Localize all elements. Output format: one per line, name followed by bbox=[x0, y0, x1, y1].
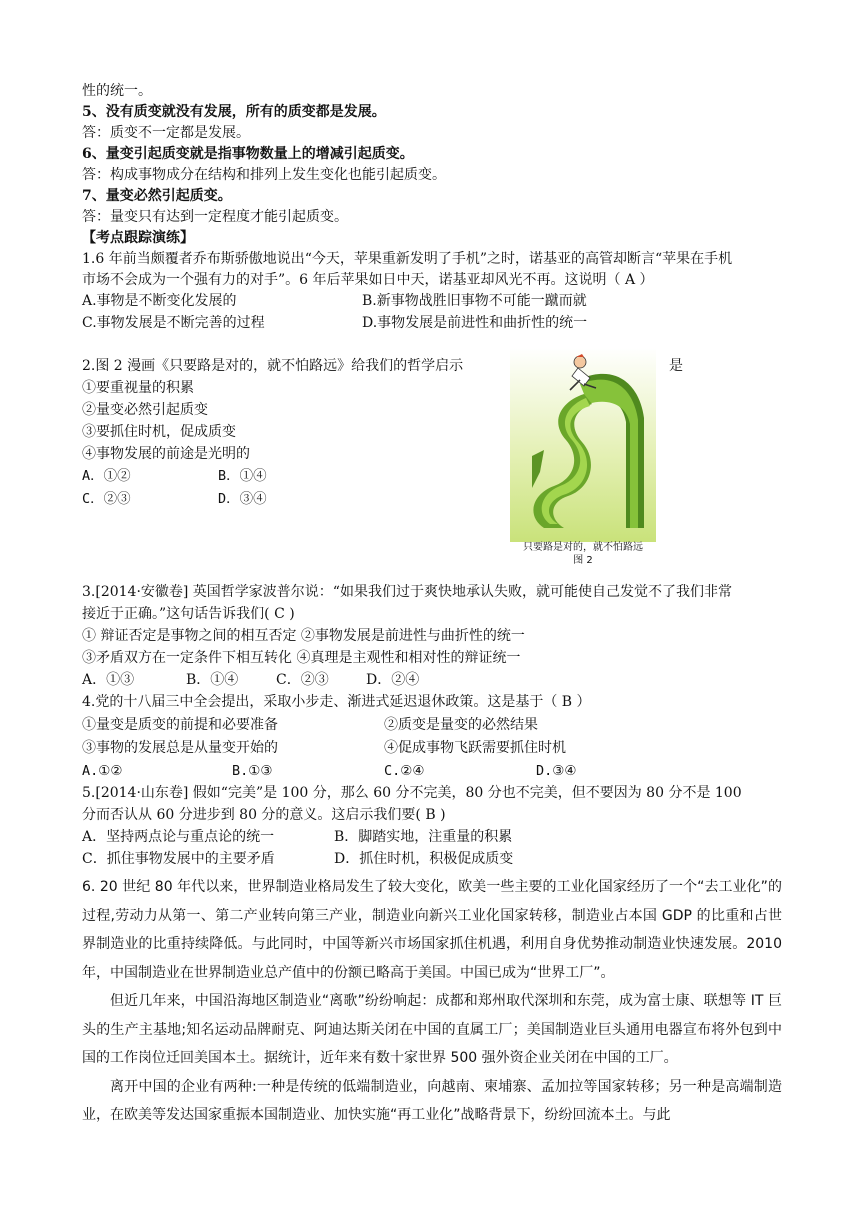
answer-6: 答：构成事物成分在结构和排列上发生变化也能引起质变。 bbox=[82, 167, 446, 183]
figure-label: 图 2 bbox=[573, 555, 593, 566]
q4-item-2: ②质变是量变的必然结果 bbox=[384, 717, 538, 733]
answer-5: 答：质变不一定都是发展。 bbox=[82, 125, 250, 141]
q3-items-2: ③矛盾双方在一定条件下相互转化 ④真理是主观性和相对性的辩证统一 bbox=[82, 650, 521, 666]
q1-stem-line1: 1.6 年前当颇覆者乔布斯骄傲地说出“今天，苹果重新发明了手机”之时，诺基亚的高管却断言“苹果在手机 bbox=[82, 251, 733, 267]
statement-6: 6、量变引起质变就是指事物数量上的增减引起质变。 bbox=[82, 146, 414, 162]
q5-option-b: B．脚踏实地，注重量的积累 bbox=[334, 829, 513, 845]
statement-7: 7、量变必然引起质变。 bbox=[82, 188, 232, 204]
q3-option-b: B．①④ bbox=[186, 672, 239, 688]
q3-stem-line2: 接近于正确。”这句话告诉我们( C ) bbox=[82, 606, 295, 622]
q3-option-d: D．②④ bbox=[366, 672, 420, 688]
q1-stem-line2: 市场不会成为一个强有力的对手”。6 年后苹果如日中天，诺基亚却风光不再。这说明（ A ） bbox=[82, 272, 654, 288]
q4-item-3: ③事物的发展总是从量变开始的 bbox=[82, 740, 278, 756]
q2-item-1: ①要重视量的积累 bbox=[82, 380, 194, 396]
q2-option-d: D．③④ bbox=[218, 491, 267, 507]
q5-option-d: D．抓住时机，积极促成质变 bbox=[334, 851, 514, 867]
answer-7: 答：量变只有达到一定程度才能引起质变。 bbox=[82, 209, 348, 225]
figure-caption bbox=[510, 541, 656, 567]
q1-option-a: A.事物是不断变化发展的 bbox=[82, 293, 237, 309]
q6-paragraph-2: 但近几年来，中国沿海地区制造业“离歌”纷纷响起：成都和郑州取代深圳和东莞，成为富士康、联想等 IT 巨头的生产主基地;知名运动品牌耐克、阿迪达斯关闭在中国的直属工厂；美国制造业巨头通用电器宣布将外包到中国的工作岗位迁回美国本土。据统计，近年来有数十家世界 500 强外资企业关闭在中国的工厂。 bbox=[82, 993, 782, 1066]
q2-option-a: A．①② bbox=[82, 468, 131, 484]
section-heading: 【考点跟踪演练】 bbox=[82, 230, 194, 246]
q1-option-d: D.事物发展是前进性和曲折性的统一 bbox=[362, 315, 588, 331]
q1-option-b: B.新事物战胜旧事物不可能一蹴而就 bbox=[362, 293, 587, 309]
q4-option-d: D.③④ bbox=[536, 763, 577, 779]
text-line: 性的统一。 bbox=[82, 83, 152, 99]
q6-paragraph-3: 离开中国的企业有两种:一种是传统的低端制造业，向越南、柬埔寨、孟加拉等国家转移；另一种是高端制造业，在欧美等发达国家重振本国制造业、加快实施“再工业化”战略背景下，纷纷回流本土。与此 bbox=[82, 1078, 782, 1123]
q5-option-a: A．坚持两点论与重点论的统一 bbox=[82, 829, 275, 845]
q2-option-c: C．②③ bbox=[82, 491, 131, 507]
q4-option-b: B.①③ bbox=[232, 763, 273, 779]
q5-stem-line1: 5.[2014·山东卷] 假如“完美”是 100 分，那么 60 分不完美，80 分也不完美，但不要因为 80 分不是 100 bbox=[82, 785, 742, 801]
q2-item-4: ④事物发展的前途是光明的 bbox=[82, 446, 250, 462]
q1-option-c: C.事物发展是不断完善的过程 bbox=[82, 315, 265, 331]
q6-passage bbox=[82, 873, 782, 1130]
q4-stem: 4.党的十八届三中全会提出，采取小步走、渐进式延迟退休政策。这是基于（ B ） bbox=[82, 694, 591, 710]
q5-option-c: C．抓住事物发展中的主要矛盾 bbox=[82, 851, 275, 867]
q2-item-3: ③要抓住时机，促成质变 bbox=[82, 424, 236, 440]
q3-items-1: ① 辩证否定是事物之间的相互否定 ②事物发展是前进性与曲折性的统一 bbox=[82, 628, 525, 644]
q4-option-a: A.①② bbox=[82, 763, 123, 779]
cartoon-road-figure bbox=[510, 348, 656, 542]
statement-5: 5、没有质变就没有发展，所有的质变都是发展。 bbox=[82, 104, 386, 120]
figure-title: 只要路是对的，就不怕路远 bbox=[523, 542, 643, 553]
q3-option-a: A．①③ bbox=[82, 672, 135, 688]
q4-item-1: ①量变是质变的前提和必要准备 bbox=[82, 717, 278, 733]
q6-paragraph-1: 6. 20 世纪 80 年代以来，世界制造业格局发生了较大变化，欧美一些主要的工业化国家经历了一个“去工业化”的过程,劳动力从第一、第二产业转向第三产业，制造业向新兴工业化国家转移，制造业占本国 GDP 的比重和占世界制造业的比重持续降低。与此同时，中国等新兴市场国家抓住机遇，利用自身优势推动制造业快速发展。2010 年，中国制造业在世界制造业总产值中的份额已略高于美国。中国已成为“世界工厂”。 bbox=[82, 879, 782, 981]
q2-option-b: B．①④ bbox=[218, 468, 267, 484]
q2-item-2: ②量变必然引起质变 bbox=[82, 402, 208, 418]
q4-item-4: ④促成事物飞跃需要抓住时机 bbox=[384, 740, 566, 756]
q2-stem: 2.图 2 漫画《只要路是对的，就不怕路远》给我们的哲学启示 bbox=[82, 358, 464, 374]
q3-option-c: C．②③ bbox=[276, 672, 329, 688]
q3-stem-line1: 3.[2014·安徽卷] 英国哲学家波普尔说：“如果我们过于爽快地承认失败，就可能使自己发觉不了我们非常 bbox=[82, 584, 732, 600]
q4-option-c: C.②④ bbox=[384, 763, 425, 779]
q5-stem-line2: 分而否认从 60 分进步到 80 分的意义。这启示我们要( B ) bbox=[82, 807, 446, 823]
q2-stem-end: 是 bbox=[669, 358, 683, 374]
